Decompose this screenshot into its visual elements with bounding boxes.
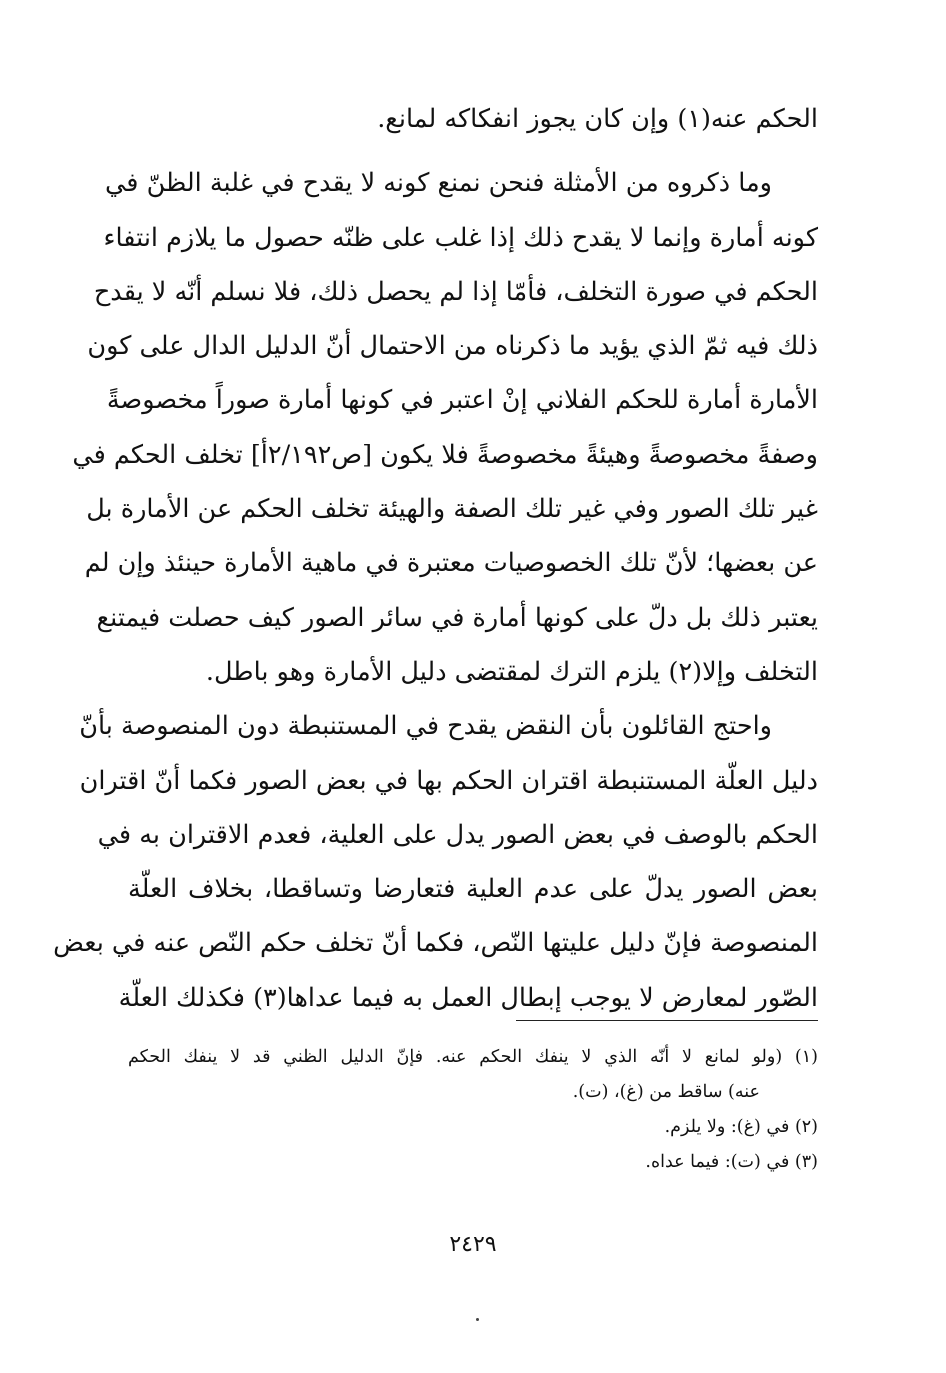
scan-speck [476,1318,479,1321]
text-line: التخلف وإلا(٢) يلزم الترك لمقتضى دليل الأمارة وهو باطل. [205,656,818,687]
text-line: الصّور لمعارض لا يوجب إبطال العمل به فيما عداها(٣) فكذلك العلّة [118,982,818,1013]
footnote-divider [516,1020,818,1021]
text-line: غير تلك الصور وفي غير تلك الصفة والهيئة تخلف الحكم عن الأمارة بل [86,494,818,525]
main-text [53,92,818,1025]
text-line: ذلك فيه ثمّ الذي يؤيد ما ذكرناه من الاحتمال أنّ الدليل الدال على كون [87,331,818,362]
text-line: الحكم بالوصف في بعض الصور يدل على العلية، فعدم الاقتران به في [97,819,818,850]
footnote-1-continuation: عنه) ساقط من (غ)، (ت). [572,1082,760,1102]
footnotes [128,1040,818,1180]
page-number: ٢٤٢٩ [449,1232,497,1257]
text-line: بعض الصور يدلّ على عدم العلية فتعارضا وتساقطا، بخلاف العلّة [128,874,818,905]
footnote-1: (١) (ولو لمانع لا أنّه الذي لا ينفك الحكم عنه. فإنّ الدليل الظني قد لا ينفك الحكم [128,1047,818,1067]
paragraph-gap [128,146,818,156]
text-line: وصفةً مخصوصةً وهيئةً مخصوصةً فلا يكون [ص٢/١٩٢أ] تخلف الحكم في [72,439,818,470]
text-line: المنصوصة فإنّ دليل عليتها النّص، فكما أنّ تخلف حكم النّص عنه في بعض [53,928,818,959]
text-line: الحكم عنه(١) وإن كان يجوز انفكاكه لمانع. [377,104,818,134]
text-line: كونه أمارة وإنما لا يقدح ذلك إذا غلب على ظنّه حصول ما يلازم انتفاء [103,222,818,253]
text-line: الحكم في صورة التخلف، فأمّا إذا لم يحصل ذلك، فلا نسلم أنّه لا يقدح [93,276,818,307]
text-line: يعتبر ذلك بل دلّ على كونها أمارة في سائر الصور كيف حصلت فيمتنع [96,602,818,633]
text-line: وما ذكروه من الأمثلة فنحن نمنع كونه لا يقدح في غلبة الظنّ في [105,168,772,199]
footnote-2: (٢) في (غ): ولا يلزم. [664,1117,818,1137]
text-line: عن بعضها؛ لأنّ تلك الخصوصيات معتبرة في ماهية الأمارة حينئذ وإن لم [84,548,818,579]
text-line: واحتج القائلون بأن النقض يقدح في المستنبطة دون المنصوصة بأنّ [79,711,772,742]
text-line: دليل العلّة المستنبطة اقتران الحكم بها في بعض الصور فكما أنّ اقتران [79,765,818,796]
text-line: الأمارة أمارة للحكم الفلاني إنْ اعتبر في كونها أمارة صوراً مخصوصةً [106,385,818,416]
footnote-3: (٣) في (ت): فيما عداه. [645,1152,818,1172]
